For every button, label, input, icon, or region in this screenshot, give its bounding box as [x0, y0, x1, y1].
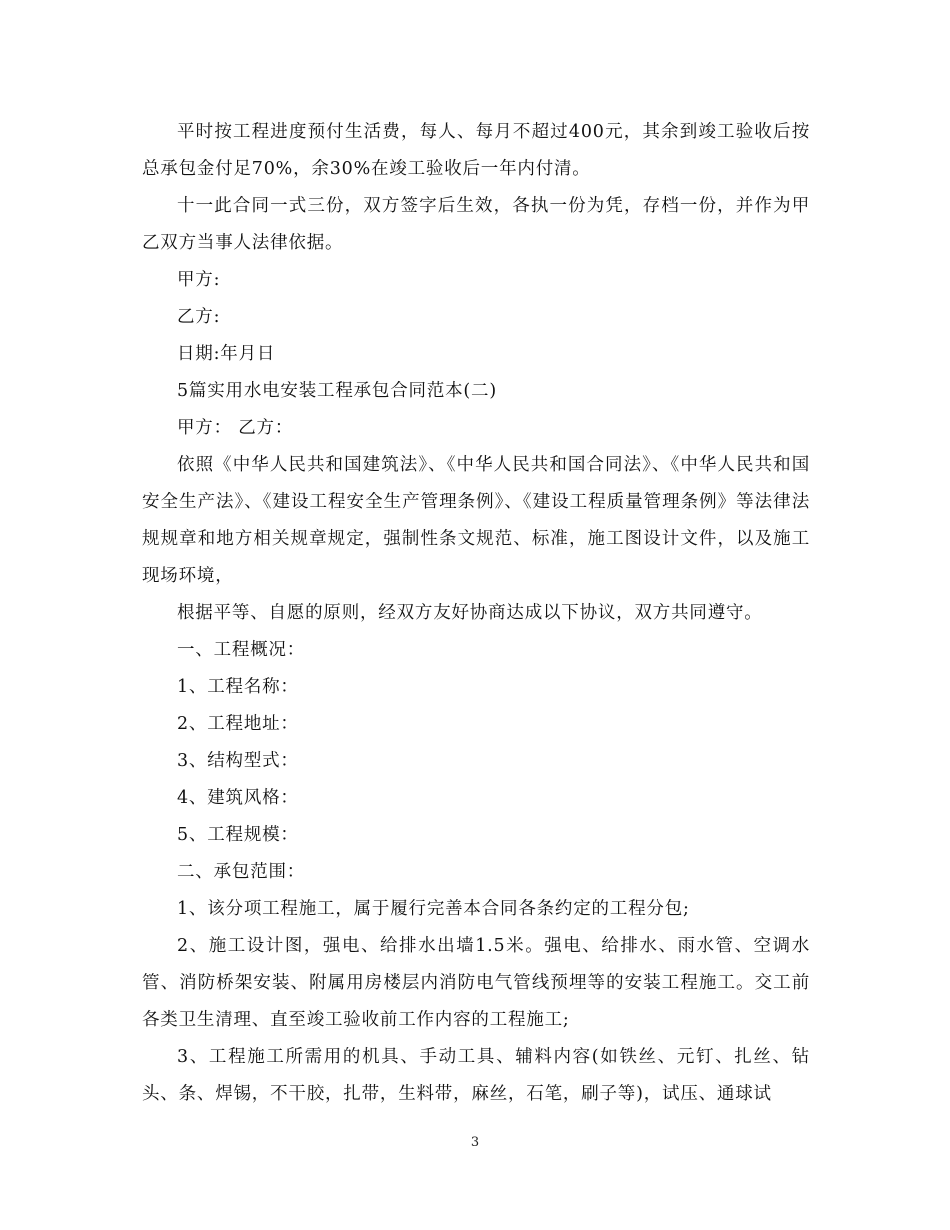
signature-date: 日期:年月日 — [177, 344, 276, 364]
parties-line: 甲方： 乙方： — [177, 418, 294, 438]
list-item-project-scale: 5、工程规模： — [177, 825, 299, 845]
list-item-project-name: 1、工程名称： — [177, 677, 299, 697]
list-item-project-address: 2、工程地址： — [177, 714, 299, 734]
scope-item-2: 2、施工设计图，强电、给排水出墙1.5米。强电、给排水、雨水管、空调水管、消防桥架安装、附属用房楼层内消防电气管线预埋等的安装工程施工。交工前各类卫生清理、直至竣工验收前工作内容的工程施工; — [142, 936, 810, 1030]
heading-project-overview: 一、工程概况： — [177, 640, 306, 660]
scope-item-3: 3、工程施工所需用的机具、手动工具、辅料内容(如铁丝、元钉、扎丝、钻头、条、焊锡，不干胶，扎带，生料带，麻丝，石笔，刷子等)，试压、通球试 — [142, 1047, 810, 1104]
signature-party-a: 甲方: — [177, 270, 221, 290]
list-item-structure-type: 3、结构型式： — [177, 751, 299, 771]
list-item-architecture-style: 4、建筑风格： — [177, 788, 299, 808]
paragraph-copies-clause: 十一此合同一式三份，双方签字后生效，各执一份为凭，存档一份，并作为甲乙双方当事人法律依据。 — [142, 196, 810, 253]
paragraph-principle: 根据平等、自愿的原则，经双方友好协商达成以下协议，双方共同遵守。 — [177, 603, 763, 623]
signature-party-b: 乙方: — [177, 307, 221, 327]
heading-contract-scope: 二、承包范围： — [177, 862, 306, 882]
paragraph-prepayment: 平时按工程进度预付生活费，每人、每月不超过400元，其余到竣工验收后按总承包金付足70%，余30%在竣工验收后一年内付清。 — [142, 122, 810, 179]
section-title: 5篇实用水电安装工程承包合同范本(二) — [177, 381, 497, 401]
page-number: 3 — [470, 1135, 480, 1150]
document-body — [142, 114, 810, 1113]
scope-item-1: 1、该分项工程施工，属于履行完善本合同各条约定的工程分包; — [177, 899, 690, 919]
paragraph-legal-basis: 依照《中华人民共和国建筑法》、《中华人民共和国合同法》、《中华人民共和国安全生产法》、《建设工程安全生产管理条例》、《建设工程质量管理条例》等法律法规规章和地方相关规章规定，强制性条文规范、标准，施工图设计文件，以及施工现场环境， — [142, 455, 810, 586]
